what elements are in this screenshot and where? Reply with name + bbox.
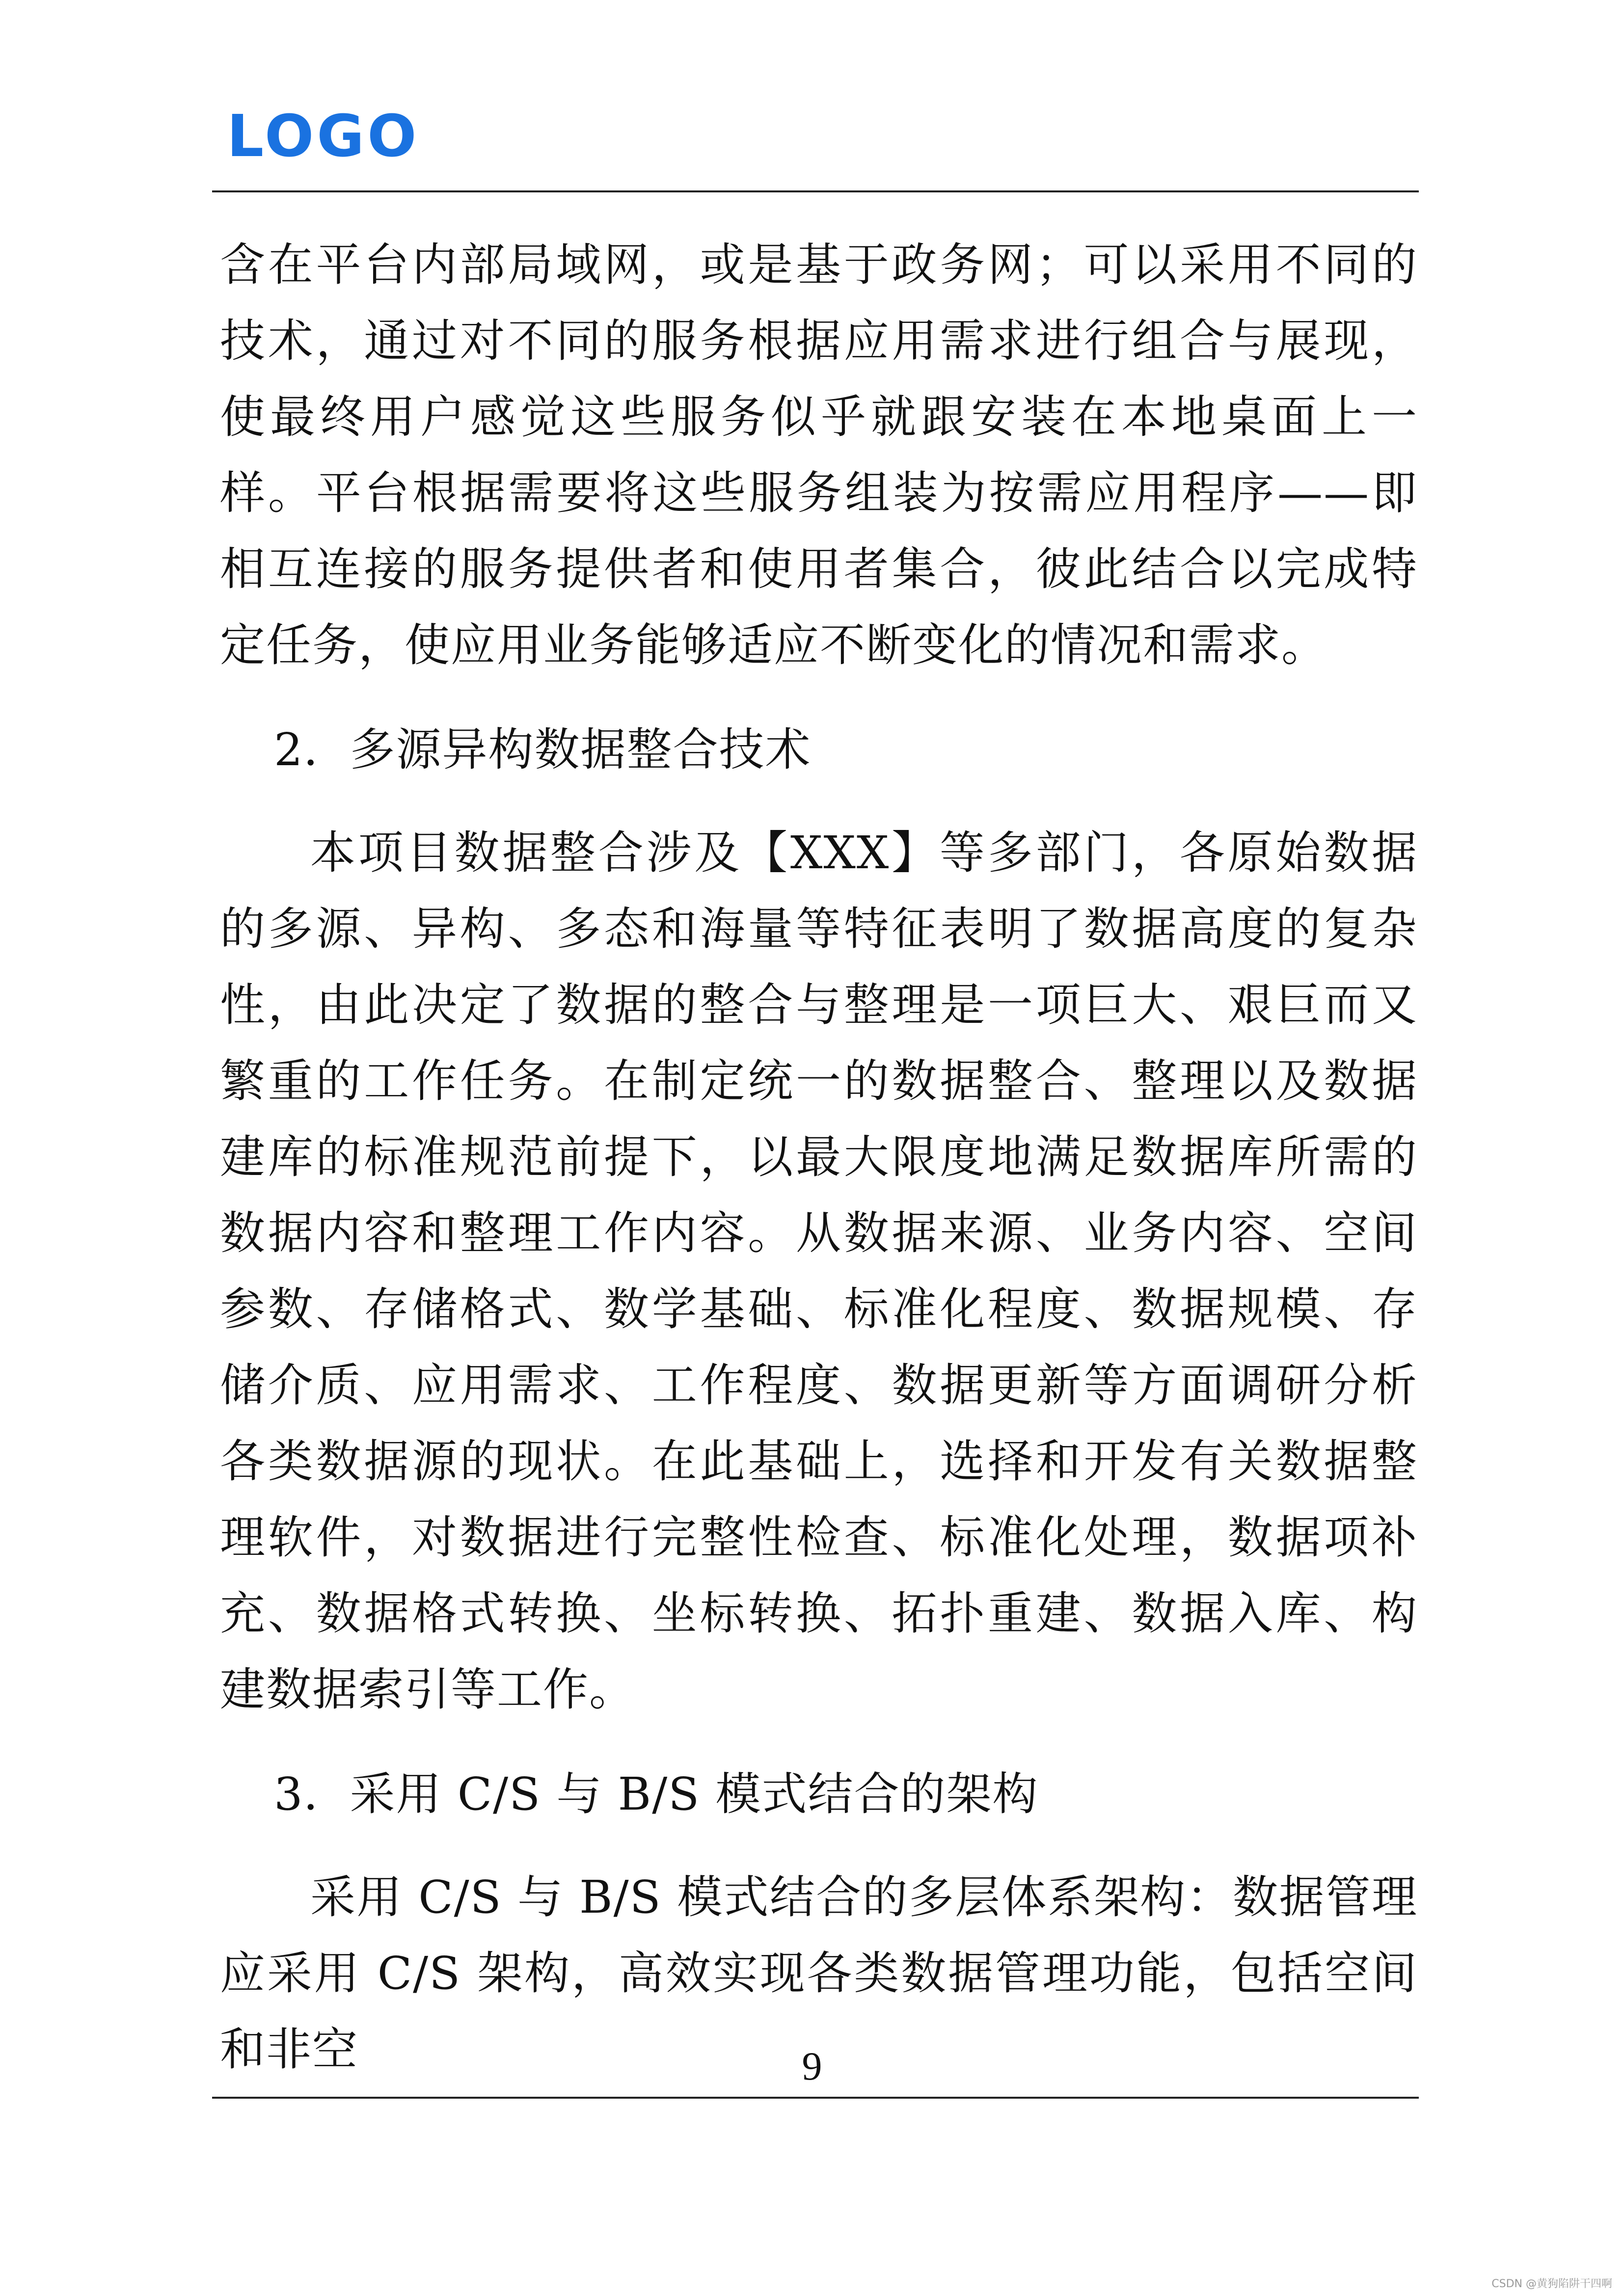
- section-heading-cs-bs-architecture: 3．采用 C/S 与 B/S 模式结合的架构: [274, 1768, 1039, 1820]
- page-number: 9: [802, 2044, 822, 2088]
- document-body: [220, 227, 1418, 2087]
- section-heading-data-integration: 2．多源异构数据整合技术: [274, 723, 812, 776]
- paragraph-platform-services: 含在平台内部局域网，或是基于政务网；可以采用不同的技术，通过对不同的服务根据应用需求进行组合与展现，使最终用户感觉这些服务似乎就跟安装在本地桌面上一样。平台根据需要将这些服务组装为按需应用程序——即相互连接的服务提供者和使用者集合，彼此结合以完成特定任务，使应用业务能够适应不断变化的情况和需求。: [220, 239, 1418, 671]
- logo: LOGO: [227, 102, 420, 170]
- paragraph-cs-bs-architecture: 采用 C/S 与 B/S 模式结合的多层体系架构：数据管理应采用 C/S 架构，高效实现各类数据管理功能，包括空间和非空: [220, 1871, 1418, 2076]
- header-divider: [212, 190, 1419, 192]
- footer-divider: [212, 2097, 1419, 2099]
- watermark: CSDN @黄狗陷阱干四啊: [1491, 2278, 1612, 2290]
- paragraph-data-integration: 本项目数据整合涉及【XXX】等多部门，各原始数据的多源、异构、多态和海量等特征表明了数据高度的复杂性，由此决定了数据的整合与整理是一项巨大、艰巨而又繁重的工作任务。在制定统一的数据整合、整理以及数据建库的标准规范前提下，以最大限度地满足数据库所需的数据内容和整理工作内容。从数据来源、业务内容、空间参数、存储格式、数学基础、标准化程度、数据规模、存储介质、应用需求、工作程度、数据更新等方面调研分析各类数据源的现状。在此基础上，选择和开发有关数据整理软件，对数据进行完整性检查、标准化处理，数据项补充、数据格式转换、坐标转换、拓扑重建、数据入库、构建数据索引等工作。: [220, 827, 1418, 1716]
